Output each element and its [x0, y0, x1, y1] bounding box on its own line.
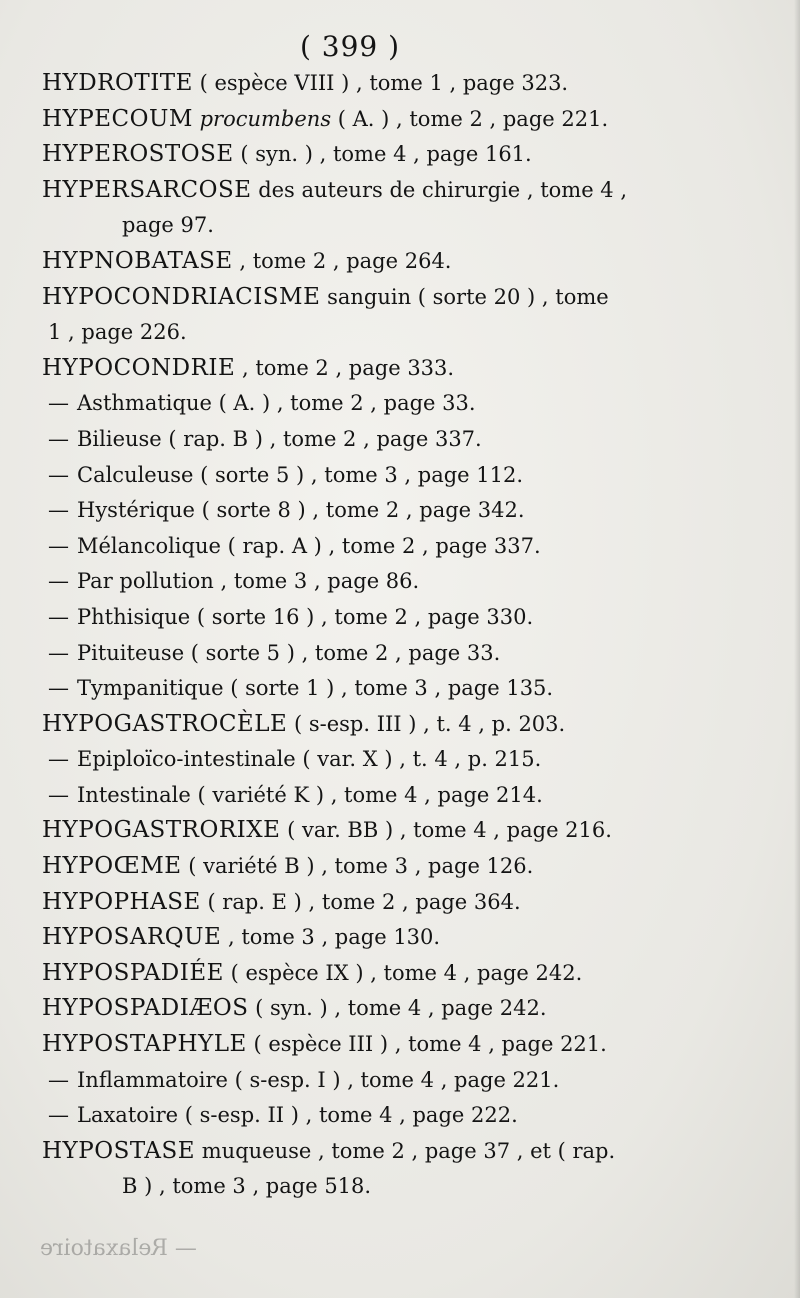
entry-term: HYPNOBATASE: [42, 247, 233, 274]
entry-dash: —: [48, 426, 69, 451]
entry-dash: —: [48, 391, 69, 416]
index-subentry: [0, 1098, 800, 1134]
entry-reference: Tympanitique ( sorte 1 ) , tome 3 , page 135.: [77, 676, 554, 701]
entry-dash: —: [48, 533, 69, 558]
page-edge-shadow: [794, 0, 800, 1298]
index-entry: [0, 956, 800, 992]
index-entry: [0, 1134, 800, 1170]
index-entry: [0, 102, 800, 138]
entry-reference: Phthisique ( sorte 16 ) , tome 2 , page 330.: [77, 604, 534, 629]
entry-reference: ( var. BB ) , tome 4 , page 216.: [280, 818, 612, 843]
entry-dash: —: [48, 640, 69, 665]
entry-dash: —: [48, 569, 69, 594]
entry-term: HYPOGASTRORIXE: [42, 817, 281, 844]
entry-dash: —: [48, 747, 69, 772]
index-entry: [0, 920, 800, 956]
entry-reference: muqueuse , tome 2 , page 37 , et ( rap.: [195, 1138, 616, 1163]
index-entry: [0, 991, 800, 1027]
index-entry: [0, 1027, 800, 1063]
entry-reference: Calculeuse ( sorte 5 ) , tome 3 , page 112.: [77, 462, 524, 487]
entry-reference: Epiploïco-intestinale ( var. X ) , t. 4 , p. 215.: [77, 747, 542, 772]
index-subentry: [0, 600, 800, 636]
index-entry: [0, 813, 800, 849]
entry-dash: —: [48, 604, 69, 629]
page-number: ( 399 ): [299, 30, 401, 63]
entry-dash: —: [48, 1103, 69, 1128]
entry-reference: ( variété B ) , tome 3 , page 126.: [181, 854, 534, 879]
entry-dash: —: [48, 782, 69, 807]
entry-term: HYPOSTAPHYLE: [42, 1031, 247, 1058]
entry-reference: Laxatoire ( s-esp. II ) , tome 4 , page 222.: [77, 1103, 518, 1128]
index-entry: [0, 351, 800, 387]
entry-reference: Hystérique ( sorte 8 ) , tome 2 , page 342.: [77, 498, 525, 523]
entry-reference: Pituiteuse ( sorte 5 ) , tome 2 , page 33.: [77, 640, 501, 665]
entry-reference: page 97.: [122, 213, 214, 238]
index-entry: [0, 885, 800, 921]
entry-dash: —: [48, 1067, 69, 1092]
entry-reference: Inflammatoire ( s-esp. I ) , tome 4 , page 221.: [77, 1067, 560, 1092]
entry-term: HYPOCONDRIACISME: [42, 283, 321, 310]
entry-reference: , tome 2 , page 264.: [232, 248, 452, 273]
entry-term: HYPOSPADIÆOS: [42, 995, 249, 1022]
entry-reference: ( espèce III ) , tome 4 , page 221.: [246, 1032, 607, 1057]
bleed-through-text: — Relaxatoire: [40, 1236, 197, 1261]
entry-term: HYPOSTASE: [42, 1137, 196, 1164]
entry-term: HYPOSARQUE: [42, 924, 222, 951]
index-subentry: [0, 315, 800, 351]
index-subentry: [0, 493, 800, 529]
entry-term: HYPERSARCOSE: [42, 176, 252, 203]
index-subentry: [0, 778, 800, 814]
index-subentry: [0, 386, 800, 422]
entry-term: HYPOCONDRIE: [42, 354, 236, 381]
index-entry: [0, 707, 800, 743]
entry-italic: procumbens: [199, 106, 332, 131]
index-subentry: [0, 529, 800, 565]
entry-reference: , tome 2 , page 333.: [235, 355, 455, 380]
entry-reference: des auteurs de chirurgie , tome 4 ,: [251, 177, 628, 202]
entry-reference: sanguin ( sorte 20 ) , tome: [320, 284, 609, 309]
index-entries: [0, 66, 800, 1205]
entry-reference: ( syn. ) , tome 4 , page 242.: [248, 996, 547, 1021]
index-entry: [0, 173, 800, 209]
entry-term: HYPOPHASE: [42, 888, 201, 915]
entry-term: HYPOGASTROCÈLE: [42, 710, 288, 737]
entry-reference: Intestinale ( variété K ) , tome 4 , page 214.: [77, 782, 543, 807]
entry-reference: , tome 3 , page 130.: [221, 925, 441, 950]
entry-reference: ( s-esp. III ) , t. 4 , p. 203.: [287, 711, 566, 736]
entry-dash: —: [48, 498, 69, 523]
index-entry: [0, 244, 800, 280]
index-subentry: [0, 564, 800, 600]
index-subentry: [0, 671, 800, 707]
entry-term: HYPECOUM: [42, 105, 193, 132]
index-entry-continuation: [0, 208, 800, 244]
entry-term: HYPOŒME: [42, 853, 182, 880]
entry-reference: ( rap. E ) , tome 2 , page 364.: [200, 889, 521, 914]
index-entry: [0, 849, 800, 885]
entry-reference: ( espèce IX ) , tome 4 , page 242.: [223, 960, 583, 985]
index-subentry: [0, 458, 800, 494]
index-entry: [0, 66, 800, 102]
index-subentry: [0, 742, 800, 778]
index-subentry: [0, 1063, 800, 1099]
entry-reference: B ) , tome 3 , page 518.: [122, 1174, 372, 1199]
entry-reference: 1 , page 226.: [48, 320, 187, 345]
index-subentry: [0, 636, 800, 672]
entry-reference: ( espèce VIII ) , tome 1 , page 323.: [192, 71, 569, 95]
entry-dash: —: [48, 676, 69, 701]
index-entry: [0, 137, 800, 173]
entry-reference: ( syn. ) , tome 4 , page 161.: [233, 142, 532, 167]
entry-reference: ( A. ) , tome 2 , page 221.: [331, 106, 609, 131]
entry-reference: Mélancolique ( rap. A ) , tome 2 , page 337.: [77, 533, 541, 558]
index-entry: [0, 280, 800, 316]
entry-reference: Asthmatique ( A. ) , tome 2 , page 33.: [77, 391, 476, 416]
index-entry-continuation: [0, 1169, 800, 1205]
entry-reference: Par pollution , tome 3 , page 86.: [77, 569, 420, 594]
entry-term: HYDROTITE: [42, 70, 193, 96]
entry-dash: —: [48, 462, 69, 487]
index-subentry: [0, 422, 800, 458]
entry-term: HYPOSPADIÉE: [42, 959, 224, 986]
entry-term: HYPEROSTOSE: [42, 141, 234, 168]
entry-reference: Bilieuse ( rap. B ) , tome 2 , page 337.: [77, 426, 482, 451]
